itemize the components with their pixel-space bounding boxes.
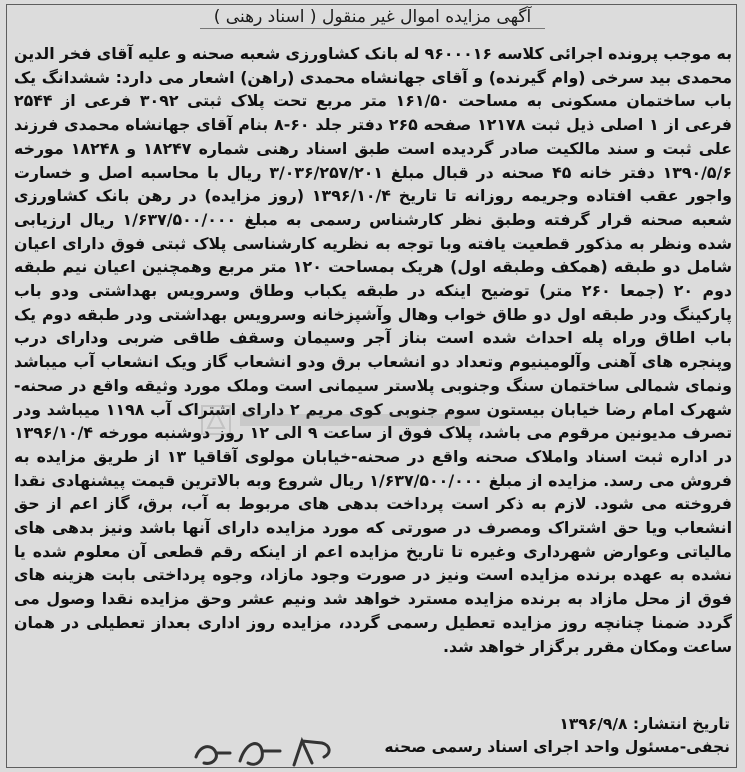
handwritten-number-mark [190, 727, 340, 771]
notice-body: به موجب پرونده اجرائی کلاسه ۹۶۰۰۰۱۶ له بانک کشاورزی شعبه صحنه و علیه آقای فخر الدین محمدی بید سرخی (وام گیرنده) و آقای جهانشاه محمدی (راهن) اشعار می دارد: ششدانگ یک باب ساختمان مسکونی به مساحت ۱۶۱/۵۰ متر مربع تحت پلاک ثبتی ۳۰۹۲ فرعی از ۲۵۴۴ فرعی از ۱ اصلی ذیل ثبت ۱۲۱۷۸ صفحه ۲۶۵ دفتر جلد ۶۰-۸ بنام آقای جهانشاه محمدی فرزند علی ثبت و سند مالکیت صادر گردیده است طبق اسناد رهنی شماره ۱۸۲۴۷ و ۱۸۲۴۸ مورخه ۱۳۹۰/۵/۶ دفتر خانه ۴۵ صحنه در قبال مبلغ ۳/۰۳۶/۲۵۷/۲۰۱ ریال با محاسبه اصل و خسارت واجور عقب افتاده وجریمه روزانه تا تاریخ ۱۳۹۶/۱۰/۴ (روز مزایده) در رهن بانک کشاورزی شعبه صحنه قرار گرفته وطبق نظر کارشناس رسمی به مبلغ ۱/۶۳۷/۵۰۰/۰۰۰ ریال ارزیابی شده ونظر به مذکور قطعیت یافته وبا توجه به نظریه کارشناسی پلاک ثبتی فوق دارای اعیان شامل دو طبقه (همکف وطبقه اول) هریک بمساحت ۱۲۰ متر مربع وهمچنین اعیان نیم طبقه دوم ۲۰ (جمعا ۲۶۰ متر) توضیح اینکه در طبقه یکباب وطاق وسرویس بهداشتی ودو باب پارکینگ ودر طبقه اول دو طاق خواب وهال وآشپزخانه وسرویس بهداشتی ودر طبقه دوم یک باب اطاق وراه پله احداث شده است بناز آجر وسیمان وسقف طاقی ضربی ودارای درب وپنجره های آهنی وآلومینیوم وتعداد دو انشعاب برق ودو انشعاب گاز ویک انشعاب آب میباشد ونمای شمالی ساختمان سنگ وجنوبی پلاستر سیمانی است وملک مورد وثیقه واقع در صحنه-شهرک امام رضا خیابان بیستون سوم جنوبی کوی مریم ۲ دارای اشتراک آب ۱۱۹۸ میباشد ودر تصرف مدیونین مرقوم می باشد، پلاک فوق از ساعت ۹ الی ۱۲ روز دوشنبه مورخه ۱۳۹۶/۱۰/۴ در اداره ثبت اسناد واملاک صحنه واقع در صحنه-خیابان مولوی آقاقیا ۱۳ از طریق مزایده به فروش می رسد. مزایده از مبلغ ۱/۶۳۷/۵۰۰/۰۰۰ ریال شروع وبه بالاترین قیمت پیشنهادی نقدا فروخته می شود. لازم به ذکر است پرداخت بدهی های مربوط به آب، برق، گاز اعم از حق انشعاب ویا حق اشتراک ومصرف در صورتی که مورد مزایده دارای آنها باشد ونیز بدهی های مالیاتی وعوارض شهرداری وغیره تا تاریخ مزایده اعم از اینکه رقم قطعی آن معلوم شده یا نشده به عهده برنده مزایده است ونیز در صورت وجود مازاد، وجوه پرداختی بابت هزینه های فوق از محل مازاد به برنده مزایده مسترد خواهد شد ونیم عشر وحق مزایده نقدا وصول می گردد ضمنا چنانچه روز مزایده تعطیل رسمی گردد، مزایده روز اداری بعداز تعطیلی در همان ساعت ومکان مقرر برگزار خواهد شد. [14, 44, 733, 656]
publish-date: تاریخ انتشار: ۱۳۹۶/۹/۸ [559, 715, 730, 733]
signature-line: نجفی-مسئول واحد اجرای اسناد رسمی صحنه [384, 738, 730, 756]
watermark-logo [200, 400, 500, 440]
notice-title-row [0, 6, 745, 29]
notice-title: آگهی مزایده اموال غیر منقول ( اسناد رهنی ) [200, 6, 545, 29]
